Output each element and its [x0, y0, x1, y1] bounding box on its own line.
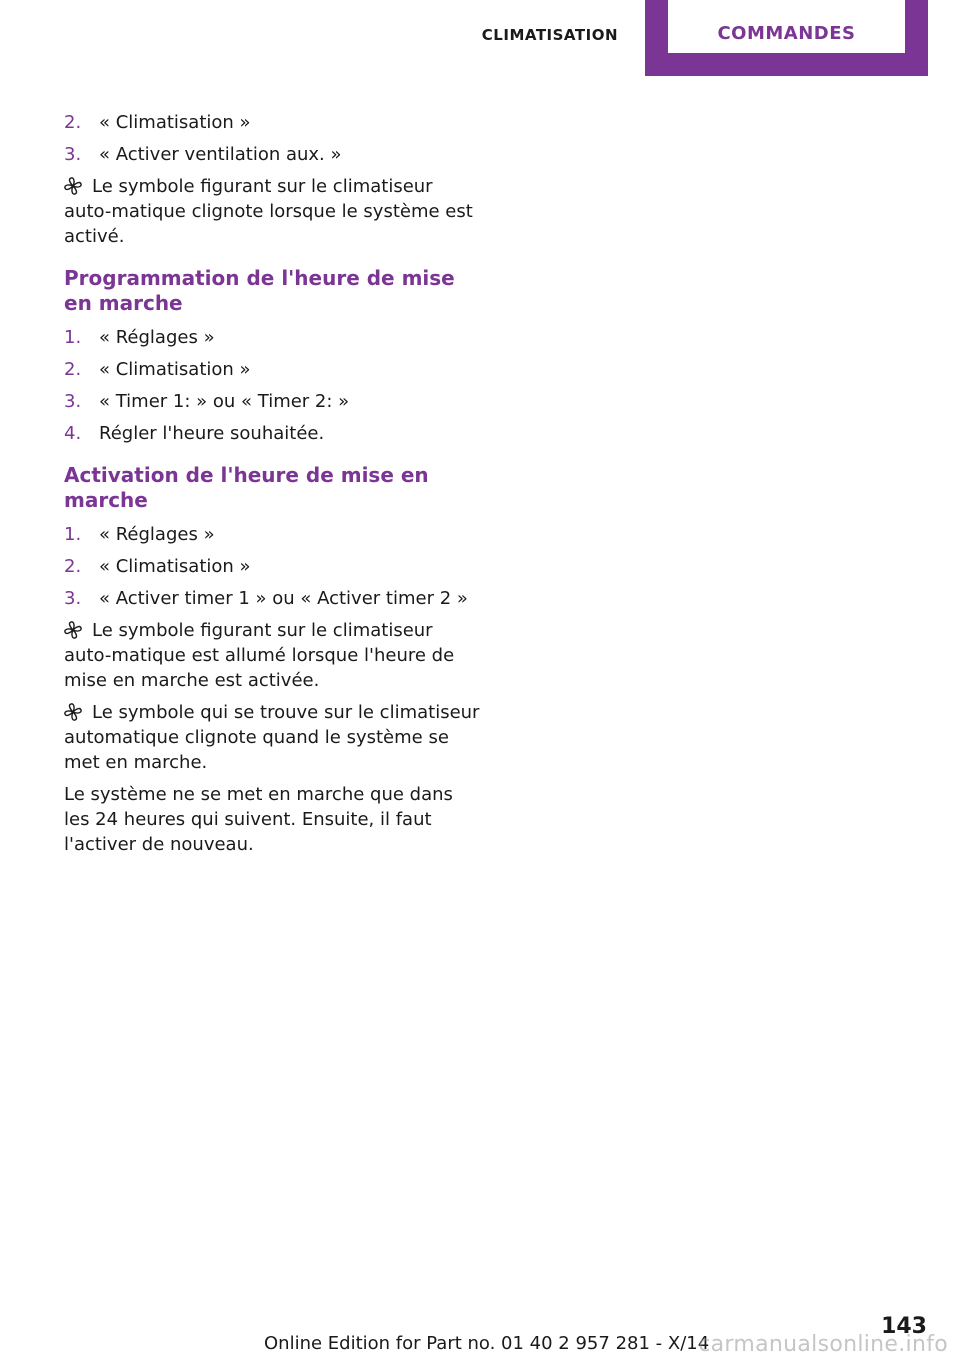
note-text: Le symbole figurant sur le climatiseur auto-matique est allumé lorsque l'heure de mise en marche est activée. — [64, 620, 455, 691]
watermark: carmanualsonline.info — [698, 1332, 948, 1357]
list-item — [64, 421, 484, 446]
step-number: 3. — [64, 588, 82, 609]
list-item — [64, 142, 484, 167]
edition-line: Online Edition for Part no. 01 40 2 957 281 - X/14 — [264, 1333, 710, 1354]
step-number: 3. — [64, 144, 82, 165]
running-header-section: CLIMATISATION — [481, 26, 618, 44]
step-text: « Activer ventilation aux. » — [99, 144, 342, 165]
programming-step-list — [64, 325, 484, 446]
step-number: 1. — [64, 327, 82, 348]
section-heading-programming: Programmation de l'heure de mise en marche — [64, 266, 455, 315]
list-item — [64, 522, 484, 547]
step-text: « Activer timer 1 » ou « Activer timer 2 » — [99, 588, 468, 609]
content-column — [64, 110, 484, 864]
chapter-tab-label: COMMANDES — [717, 23, 856, 44]
note-blink-start — [64, 700, 484, 775]
list-item — [64, 357, 484, 382]
top-step-list — [64, 110, 484, 167]
note-text: Le symbole figurant sur le climatiseur auto-matique clignote lorsque le système est activé. — [64, 176, 473, 247]
section-heading-activation: Activation de l'heure de mise en marche — [64, 463, 429, 512]
step-number: 2. — [64, 359, 82, 380]
fan-icon — [64, 621, 82, 639]
step-number: 4. — [64, 423, 82, 444]
activation-step-list — [64, 522, 484, 611]
list-item — [64, 325, 484, 350]
note-blinking — [64, 174, 484, 249]
step-number: 2. — [64, 556, 82, 577]
note-text: Le symbole qui se trouve sur le climatiseur automatique clignote quand le système se met en marche. — [64, 702, 480, 773]
step-text: Régler l'heure souhaitée. — [99, 423, 325, 444]
step-text: « Climatisation » — [99, 556, 251, 577]
step-text: « Climatisation » — [99, 359, 251, 380]
page-number: 143 — [881, 1314, 927, 1339]
step-text: « Timer 1: » ou « Timer 2: » — [99, 391, 350, 412]
chapter-tab — [645, 0, 928, 76]
fan-icon — [64, 177, 82, 195]
fan-icon — [64, 703, 82, 721]
step-text: « Climatisation » — [99, 112, 251, 133]
note-lit — [64, 618, 484, 693]
step-number: 1. — [64, 524, 82, 545]
step-text: « Réglages » — [99, 327, 215, 348]
list-item — [64, 389, 484, 414]
body-paragraph: Le système ne se met en marche que dans les 24 heures qui suivent. Ensuite, il faut l'activer de nouveau. — [64, 784, 453, 855]
step-text: « Réglages » — [99, 524, 215, 545]
list-item — [64, 586, 484, 611]
step-number: 2. — [64, 112, 82, 133]
list-item — [64, 554, 484, 579]
step-number: 3. — [64, 391, 82, 412]
list-item — [64, 110, 484, 135]
